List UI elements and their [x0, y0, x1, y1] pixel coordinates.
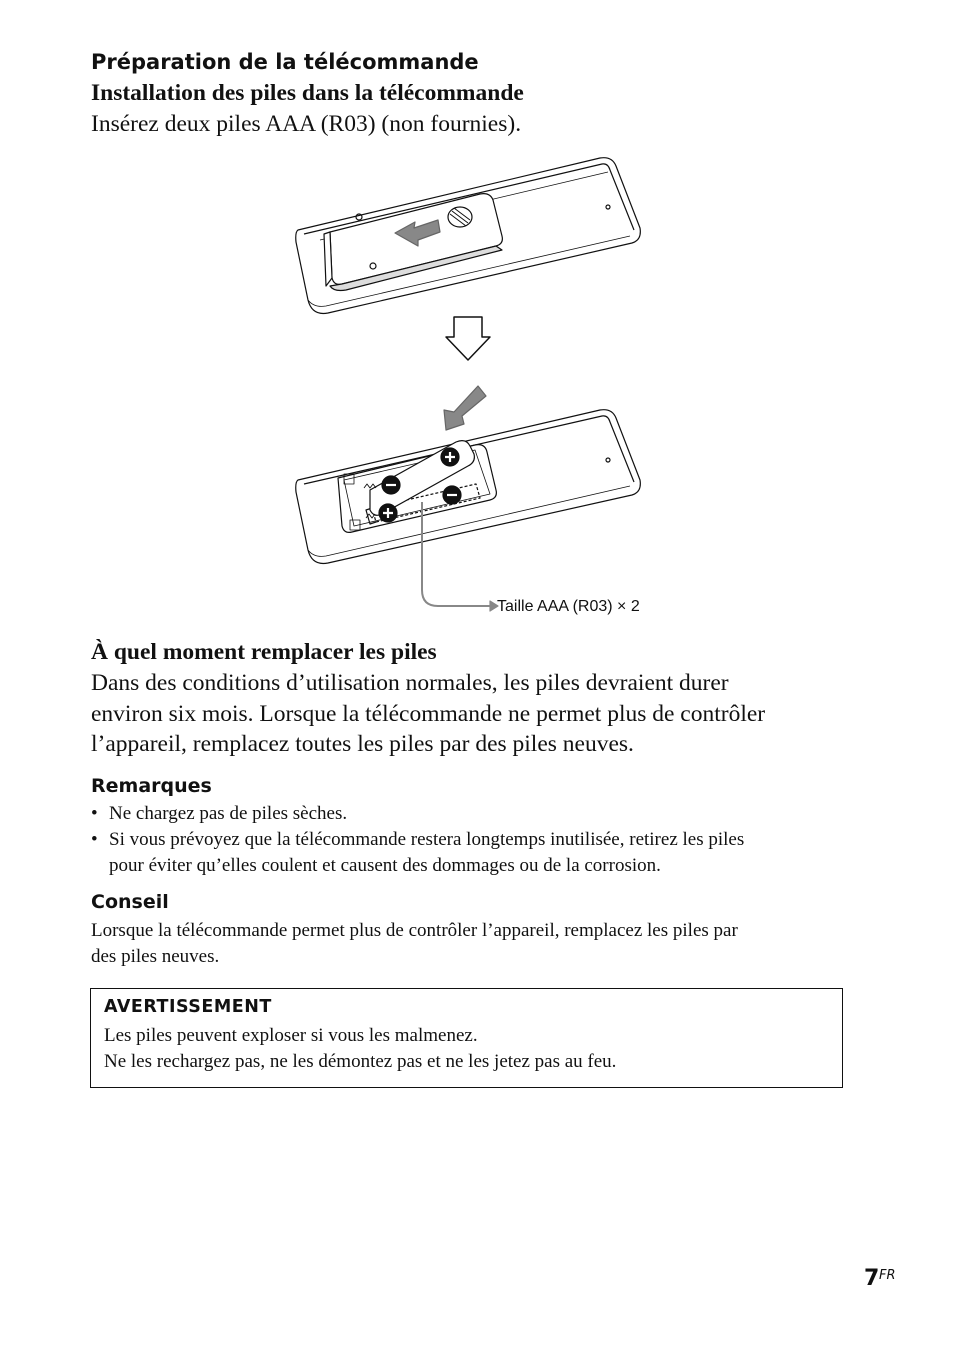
tip-line: Lorsque la télécommande permet plus de contrôler l’appareil, remplacez les piles par — [91, 920, 738, 941]
tip-title: Conseil — [91, 891, 169, 913]
replace-line: l’appareil, remplacez toutes les piles par des piles neuves. — [91, 731, 634, 757]
note-line: Ne chargez pas de piles sèches. — [109, 803, 348, 824]
warning-text — [104, 1023, 616, 1075]
tip-line: des piles neuves. — [91, 946, 220, 967]
section-title: Préparation de la télécommande — [91, 50, 479, 74]
replace-title: À quel moment remplacer les piles — [91, 639, 437, 665]
remote-closed-drawing — [296, 158, 641, 314]
intro-text: Insérez deux piles AAA (R03) (non fournies). — [91, 111, 522, 137]
warning-box — [90, 988, 843, 1088]
notes-list — [91, 801, 861, 879]
warning-line: Les piles peuvent exploser si vous les malmenez. — [104, 1025, 478, 1046]
battery-installation-illustration — [290, 150, 690, 620]
list-item — [91, 827, 861, 879]
list-item — [91, 801, 861, 827]
page-number: 7 — [864, 1266, 880, 1291]
note-line: pour éviter qu’elles coulent et causent des dommages ou de la corrosion. — [109, 855, 661, 876]
subsection-title: Installation des piles dans la télécommande — [91, 80, 524, 106]
replace-line: environ six mois. Lorsque la télécommande ne permet plus de contrôler — [91, 700, 766, 727]
page-language: FR — [879, 1268, 896, 1283]
bullet-icon: • — [91, 803, 98, 824]
remote-open-drawing — [296, 386, 641, 611]
replace-paragraph — [91, 668, 851, 760]
battery-size-label: Taille AAA (R03) × 2 — [497, 598, 640, 615]
bullet-icon: • — [91, 829, 98, 850]
warning-line: Ne les rechargez pas, ne les démontez pas et ne les jetez pas au feu. — [104, 1051, 617, 1072]
tip-paragraph — [91, 918, 861, 970]
replace-line: Dans des conditions d’utilisation normales, les piles devraient durer — [91, 670, 729, 696]
notes-title: Remarques — [91, 775, 212, 797]
down-arrow-icon — [446, 317, 490, 360]
warning-title: AVERTISSEMENT — [104, 997, 272, 1017]
note-line: Si vous prévoyez que la télécommande restera longtemps inutilisée, retirez les piles — [109, 829, 745, 850]
